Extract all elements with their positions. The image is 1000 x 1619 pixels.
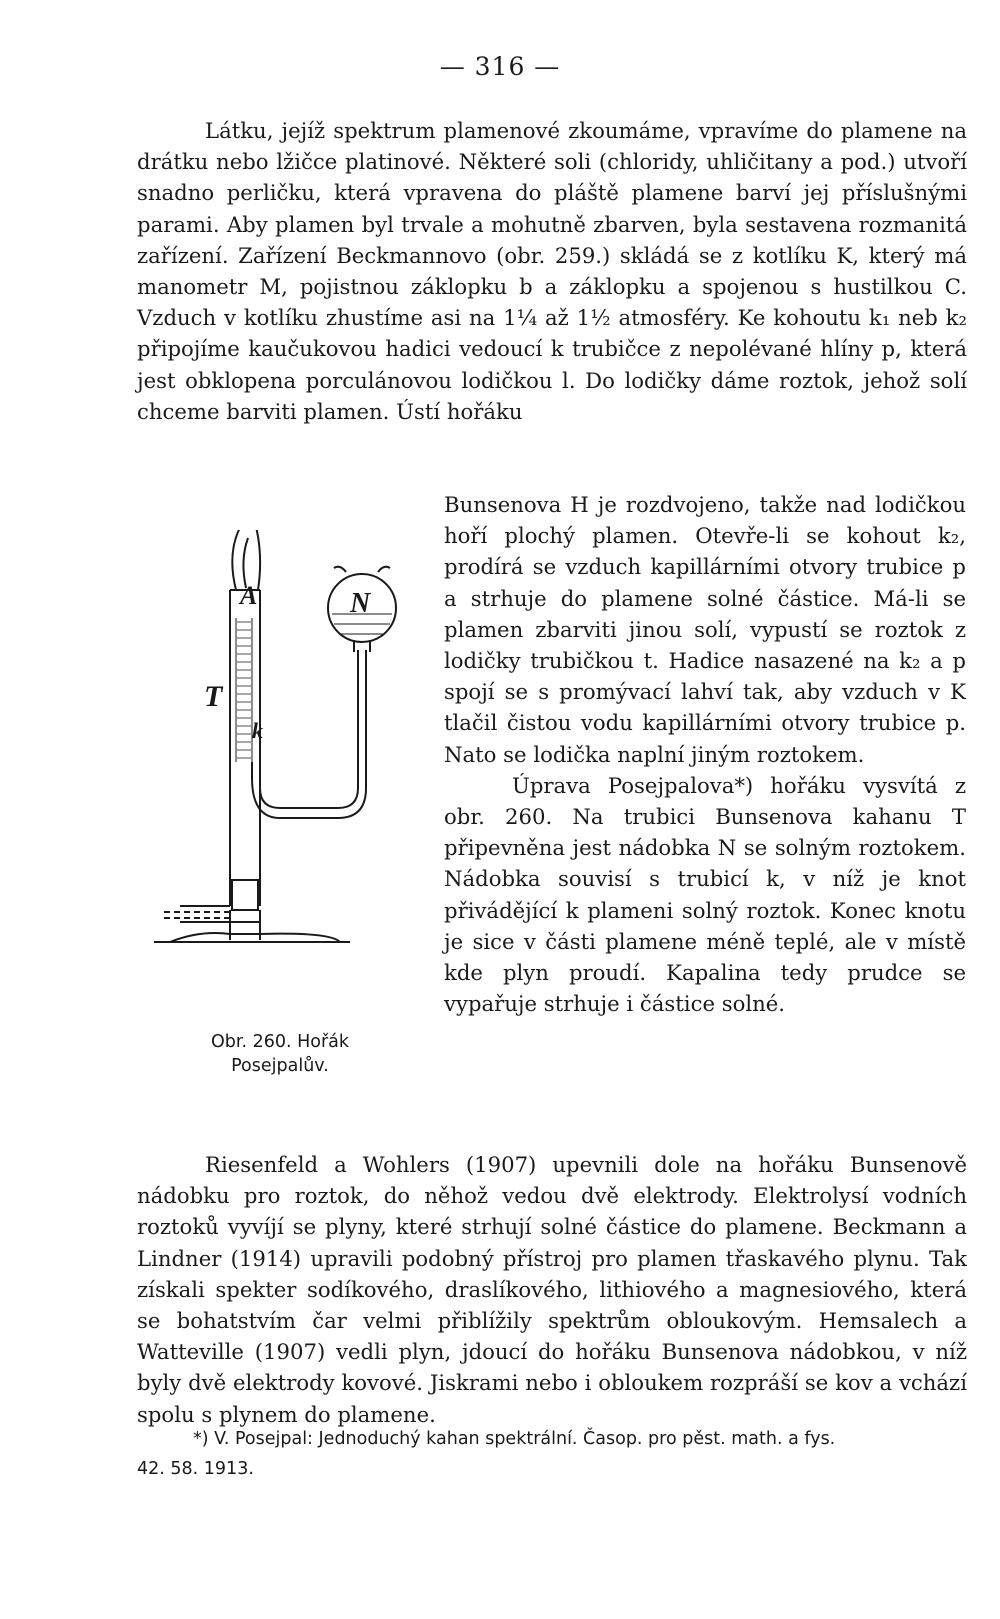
label-k: k [252,718,263,743]
paragraph-history-text: Riesenfeld a Wohlers (1907) upevnili dole na hořáku Bunsenově nádobku pro roztok, do něhož vedou dvě elektrody. Elektrolysí vodních roztoků vyvíjí se plyny, které strhují solné částice do plamene. Beckmann a Lindner (1914) upravili podobný přístroj pro plamen třaskavého plynu. Tak získali spekter sodíkového, draslíkového, lithiového a magnesiového, která se bohatstvím čar velmi přiblížily spektrům obloukovým. Hemsalech a Watteville (1907) vedli plyn, jdoucí do hořáku Bunsenova nádobkou, v níž byly dvě elektrody kovové. Jiskrami nebo i obloukem rozpráší se kov a vchází spolu s plynem do plamene. [137,1152,967,1427]
paragraph-intro-text: Látku, jejíž spektrum plamenové zkoumáme, vpravíme do plamene na drátku nebo lžičce platinové. Některé soli (chloridy, uhličitany a pod.) utvoří snadno perličku, která vpravena do pláště plamene barví jej příslušnými parami. Aby plamen byl trvale a mohutně zbarven, byla sestavena rozmanitá zařízení. Zařízení Beckmannovo (obr. 259.) skládá se z kotlíku K, který má manometr M, pojistnou záklopku b a záklopku a spojenou s hustilkou C. Vzduch v kotlíku zhustíme asi na 1¼ až 1½ atmosféry. Ke kohoutu k₁ neb k₂ připojíme kaučukovou hadici vedoucí k trubičce z nepolévané hlíny p, která jest obklopena porculánovou lodičkou l. Do lodičky dáme roztok, jehož solí chceme barviti plamen. Ústí hořáku [137,118,967,424]
footnote-line-1: *) V. Posejpal: Jednoduchý kahan spektrální. Časop. pro pěst. math. a fys. [193,1429,836,1449]
label-A: A [240,581,258,610]
label-N: N [350,588,371,619]
figure-caption [180,1030,380,1078]
figure-burner [140,530,430,1050]
paragraph-intro [137,115,967,427]
footnote-line-2: 42. 58. 1913. [137,1459,254,1479]
paragraph-posejpal-text: Úprava Posejpalova*) hořáku vysvítá z obr. 260. Na trubici Bunsenova kahanu T připevněna jest nádobka N se solným roztokem. Nádobka souvisí s trubicí k, v níž je knot přivádějící k plameni solný roztok. Konec knotu je sice v části plamene méně teplé, ale v místě kde plyn proudí. Kapalina tedy prudce se vypařuje strhuje i částice solné. [444,772,966,1017]
caption-line-1: Obr. 260. Hořák [210,1032,350,1052]
paragraph-beside-figure [444,489,966,1019]
burner-illustration [140,530,430,1050]
caption-line-2: Posejpalův. [231,1056,329,1076]
footnote [137,1424,967,1484]
paragraph-bunsen-text: Bunsenova H je rozdvojeno, takže nad lodičkou hoří plochý plamen. Otevře-li se kohout k₂, prodírá se vzduch kapillárními otvory trubice p a strhuje do plamene solné částice. Má-li se plamen zbarviti jinou solí, vypustí se roztok z lodičky trubičkou t. Hadice nasazené na k₂ a p spojí se s promývací lahví tak, aby vzduch v K tlačil čistou vodu kapillárními otvory trubice p. Nato se lodička naplní jiným roztokem. [444,492,966,767]
paragraph-history [137,1149,967,1430]
page-number: — 316 — [439,52,561,81]
label-T: T [204,680,223,713]
